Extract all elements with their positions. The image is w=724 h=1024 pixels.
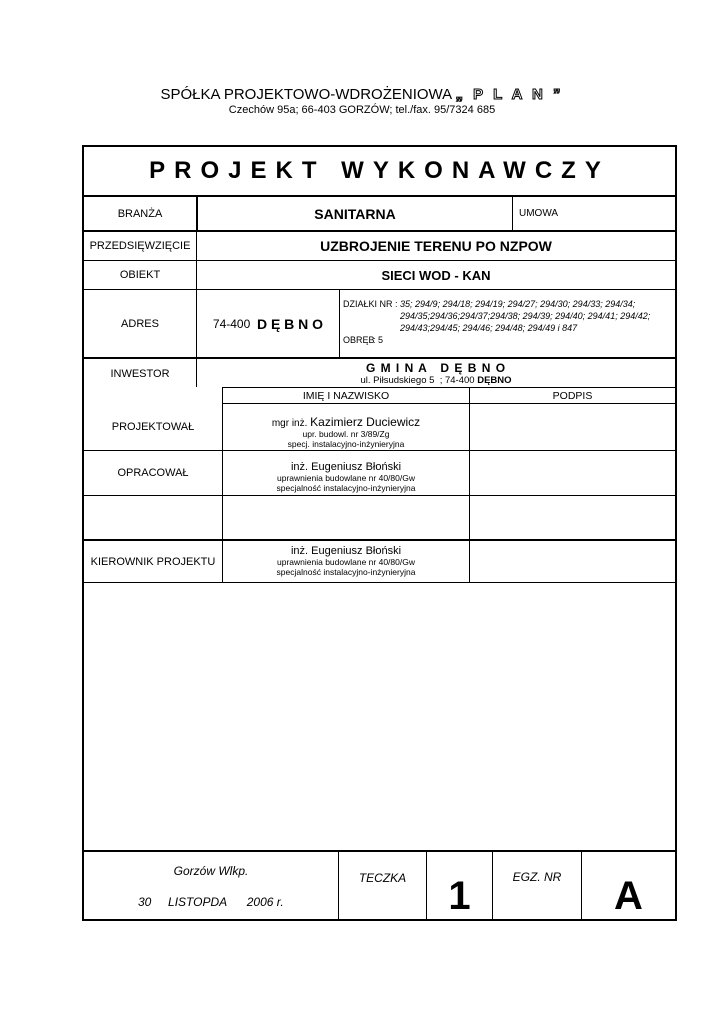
dzialki-line2: 294/35;294/36;294/37;294/38; 294/39; 294/40; 294/41; 294/42;: [400, 311, 651, 321]
teczka-value: 1: [448, 874, 471, 918]
adres-label: ADRES: [121, 317, 159, 330]
branza-label: BRANŻA: [117, 207, 163, 220]
company-plan-logo: „ P L A N ”: [455, 86, 564, 103]
obreb-value: : 5: [373, 335, 384, 345]
inwestor-address: [197, 375, 675, 386]
adres-postcode: 74-400: [212, 316, 251, 331]
footer-day: 30: [138, 895, 152, 909]
projektowal-prefix: mgr inż.: [271, 418, 311, 429]
document-title: PROJEKT WYKONAWCZY: [149, 157, 610, 184]
obreb-label: OBRĘB: [343, 335, 375, 345]
obiekt-label: OBIEKT: [119, 269, 161, 281]
dzialki-line1: 35; 294/9; 294/18; 294/19; 294/27; 294/30; 294/33; 294/34;: [400, 299, 636, 309]
company-name: [0, 86, 724, 103]
dzialki-line3: 294/43;294/45; 294/46; 294/48; 294/49 i 847: [400, 323, 578, 333]
footer-year: 2006 r.: [246, 895, 284, 909]
opracowal-name: inż. Eugeniusz Błoński: [290, 461, 402, 473]
obiekt-value: SIECI WOD - KAN: [381, 267, 491, 283]
kierownik-label: KIEROWNIK PROJEKTU: [90, 555, 216, 568]
divider: [222, 403, 675, 404]
inwestor-address-city: DĘBNO: [477, 375, 512, 386]
dzialki-block: [343, 298, 673, 346]
column-header-signature: PODPIS: [552, 389, 593, 402]
divider: [339, 290, 340, 357]
opracowal-entry: [223, 461, 469, 493]
inwestor-name: G M I N A D Ę B N O: [365, 361, 507, 375]
inwestor-address-street: ul. Piłsudskiego 5 ; 74-400: [360, 375, 478, 386]
projektowal-license: upr. budowl. nr 3/89/Zg: [302, 429, 390, 439]
projektowal-entry: [223, 415, 469, 449]
projektowal-specialty: specj. instalacyjno-inżynieryjna: [287, 439, 405, 449]
column-header-name: IMIĘ I NAZWISKO: [302, 389, 390, 402]
footer-date: [138, 895, 284, 909]
adres-value: [197, 290, 339, 357]
egz-value: A: [614, 874, 643, 918]
divider: [84, 582, 675, 583]
opracowal-specialty: specjalność instalacyjno-inżynieryjna: [276, 483, 416, 493]
kierownik-license: uprawnienia budowlane nr 40/80/Gw: [277, 557, 415, 567]
przedsiewziecie-label: PRZEDSIĘWZIĘCIE: [89, 240, 191, 252]
projektowal-name: Kazimierz Duciewicz: [310, 415, 421, 429]
przedsiewziecie-value: UZBROJENIE TERENU PO NZPOW: [320, 238, 552, 254]
branza-value: SANITARNA: [314, 205, 396, 222]
divider: [469, 387, 470, 582]
divider: [338, 852, 339, 919]
kierownik-entry: [223, 545, 469, 577]
footer-place-date: [84, 852, 338, 919]
projektowal-label: PROJEKTOWAŁ: [111, 421, 195, 433]
footer-month: LISTOPDA: [168, 895, 227, 909]
inwestor-label: INWESTOR: [110, 368, 170, 380]
title-block: [82, 145, 677, 921]
opracowal-license: uprawnienia budowlane nr 40/80/Gw: [277, 473, 415, 483]
footer-place: Gorzów Wlkp.: [173, 864, 249, 878]
umowa-label: UMOWA: [519, 208, 559, 219]
teczka-label: TECZKA: [358, 871, 407, 885]
egz-label: EGZ. NR: [512, 870, 562, 884]
divider: [84, 495, 675, 496]
kierownik-specialty: specjalność instalacyjno-inżynieryjna: [276, 567, 416, 577]
company-address: Czechów 95a; 66-403 GORZÓW; tel./fax. 95/7324 685: [228, 104, 496, 116]
kierownik-name: inż. Eugeniusz Błoński: [290, 545, 402, 557]
opracowal-label: OPRACOWAŁ: [117, 467, 189, 479]
company-prefix: SPÓŁKA PROJEKTOWO-WDROŻENIOWA: [160, 86, 452, 103]
adres-city: D Ę B N O: [256, 315, 324, 332]
divider: [492, 852, 493, 919]
dzialki-label: DZIAŁKI NR :: [343, 299, 398, 309]
